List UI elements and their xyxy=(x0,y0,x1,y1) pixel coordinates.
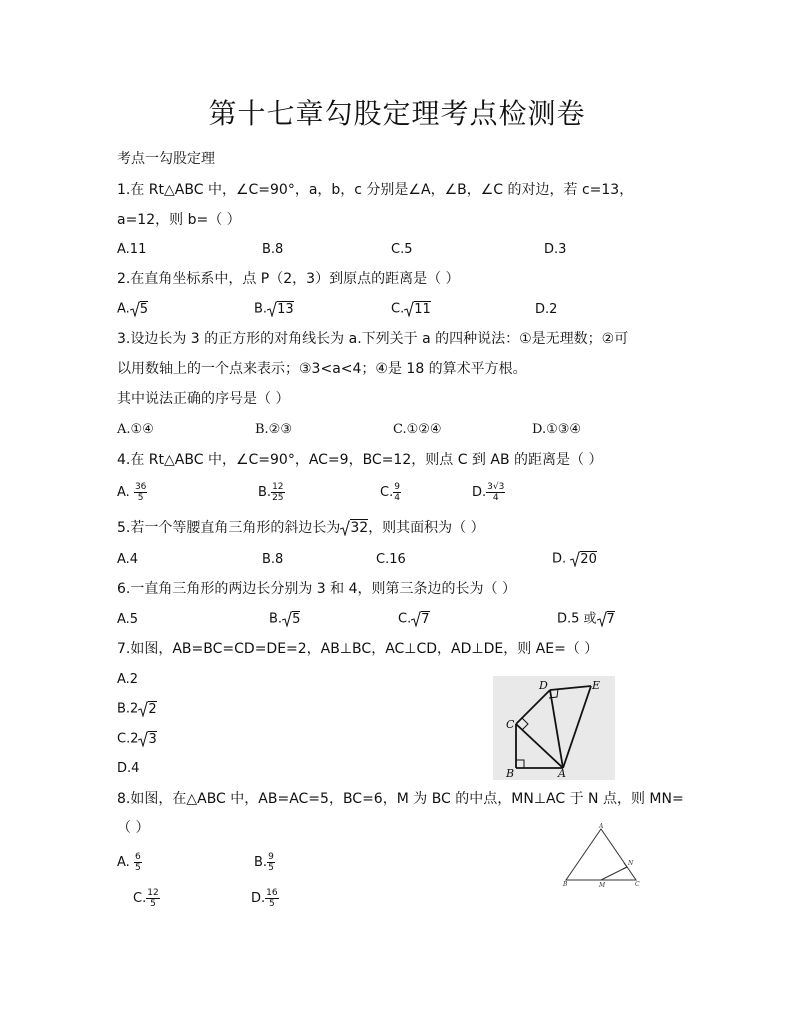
q3-option-c: C.①②④ xyxy=(393,422,442,437)
page-title: 第十七章勾股定理考点检测卷 xyxy=(208,97,586,130)
q5-option-d-prefix: D. xyxy=(552,551,567,567)
q8-option-d-prefix: D. xyxy=(251,891,266,906)
q6-option-d-radicand: 7 xyxy=(606,611,615,627)
numerator: 9 xyxy=(394,482,400,492)
q6-option-b-prefix: B. xyxy=(269,611,283,627)
question-4: 4.在 Rt△ABC 中，∠C=90°，AC=9，BC=12，则点 C 到 AB 的距离是（ ） xyxy=(117,452,603,468)
sqrt-symbol-icon xyxy=(404,300,414,318)
q6-option-c xyxy=(398,610,430,629)
q2-option-a-prefix: A. xyxy=(117,301,130,317)
figure-label-a: A xyxy=(558,767,566,780)
q7-figure xyxy=(493,676,615,780)
figure-label-d: D xyxy=(539,679,548,692)
q7-option-b xyxy=(117,700,157,719)
figure-label-c: C xyxy=(635,881,640,888)
q2-option-a xyxy=(117,300,148,319)
q3-option-b: B.②③ xyxy=(255,422,292,437)
q8-option-b xyxy=(254,852,275,873)
q4-option-d xyxy=(472,482,505,503)
q6-option-d xyxy=(557,610,615,629)
q8-option-c xyxy=(133,888,160,909)
sqrt-symbol-icon xyxy=(282,610,292,628)
q8-option-b-fraction xyxy=(267,852,275,873)
q4-option-d-fraction xyxy=(486,482,505,503)
q4-option-a-fraction xyxy=(134,482,147,503)
q6-option-c-radicand: 7 xyxy=(421,611,430,627)
question-3-line-1: 3.设边长为 3 的正方形的对角线长为 a.下列关于 a 的四种说法：①是无理数；②可 xyxy=(117,331,629,347)
numerator: 36 xyxy=(134,482,147,492)
denominator: 5 xyxy=(269,899,275,909)
question-5 xyxy=(117,519,485,537)
q1-option-a: A.11 xyxy=(117,242,147,257)
q4-option-c xyxy=(380,482,401,503)
q8-option-b-prefix: B. xyxy=(254,855,268,870)
sqrt-symbol-icon xyxy=(597,610,607,628)
figure-label-b: B xyxy=(563,881,568,888)
sqrt-symbol-icon xyxy=(411,610,421,628)
denominator: 5 xyxy=(134,863,141,873)
q1-option-c: C.5 xyxy=(391,242,413,257)
denominator: 25 xyxy=(272,493,284,503)
q8-option-c-fraction xyxy=(146,888,159,909)
numerator: 12 xyxy=(272,482,284,492)
q4-option-b-prefix: B. xyxy=(258,485,272,500)
question-1-line-1: 1.在 Rt△ABC 中，∠C=90°，a，b，c 分别是∠A，∠B，∠C 的对边，若 c=13， xyxy=(117,182,634,198)
q8-option-a xyxy=(117,852,142,873)
sqrt-symbol-icon xyxy=(138,730,148,748)
question-7: 7.如图，AB=BC=CD=DE=2，AB⊥BC，AC⊥CD，AD⊥DE，则 AE=（ ） xyxy=(117,641,599,657)
question-3-line-2: 以用数轴上的一个点来表示；③3<a<4；④是 18 的算术平方根。 xyxy=(117,361,527,377)
q6-option-b xyxy=(269,610,300,629)
q6-option-b-radicand: 5 xyxy=(292,611,301,627)
q2-option-c-prefix: C. xyxy=(391,301,405,317)
q6-option-a: A.5 xyxy=(117,612,139,627)
question-6: 6.一直角三角形的两边长分别为 3 和 4，则第三条边的长为（ ） xyxy=(117,581,516,597)
sqrt-symbol-icon xyxy=(340,519,350,537)
figure-label-c: C xyxy=(506,718,515,731)
q5-option-a: A.4 xyxy=(117,552,139,567)
q2-option-c-radicand: 11 xyxy=(414,301,431,317)
q8-option-d-fraction xyxy=(265,888,278,909)
q5-option-d-radicand: 20 xyxy=(580,551,597,567)
q2-option-c xyxy=(391,300,431,319)
q7-option-b-prefix: B.2 xyxy=(117,701,139,717)
q8-figure xyxy=(562,823,640,889)
question-8-line-2: （ ） xyxy=(117,820,150,836)
q4-option-b xyxy=(258,482,285,503)
sqrt-symbol-icon xyxy=(570,550,580,568)
figure-label-e: E xyxy=(592,679,601,692)
denominator: 5 xyxy=(150,899,156,909)
question-3-line-3: 其中说法正确的序号是（ ） xyxy=(117,391,290,407)
q5-option-b: B.8 xyxy=(262,552,284,567)
figure-label-m: M xyxy=(599,882,606,889)
denominator: 5 xyxy=(137,493,144,503)
question-2: 2.在直角坐标系中，点 P（2，3）到原点的距离是（ ） xyxy=(117,271,460,287)
q4-option-a xyxy=(117,482,147,503)
q8-option-a-fraction xyxy=(134,852,142,873)
q4-option-a-prefix: A. xyxy=(117,485,130,500)
figure-label-a: A xyxy=(599,823,604,830)
q7-option-c xyxy=(117,730,157,749)
section-heading: 考点一勾股定理 xyxy=(117,151,215,167)
q5-option-c: C.16 xyxy=(376,552,406,567)
q8-option-d xyxy=(251,888,279,909)
q5-option-d xyxy=(552,550,597,569)
denominator: 4 xyxy=(394,493,400,503)
sqrt-symbol-icon xyxy=(130,300,140,318)
numerator: 3√3 xyxy=(487,482,505,492)
q3-option-d: D.①③④ xyxy=(532,422,582,437)
question-5-text-end: ，则其面积为（ ） xyxy=(368,520,485,536)
q7-option-b-radicand: 2 xyxy=(148,701,157,717)
q4-option-d-prefix: D. xyxy=(472,485,487,500)
sqrt-symbol-icon xyxy=(267,300,277,318)
q7-option-a: A.2 xyxy=(117,672,139,687)
q4-option-b-fraction xyxy=(271,482,284,503)
figure-label-b: B xyxy=(506,767,515,780)
q2-option-b-radicand: 13 xyxy=(277,301,294,317)
q6-option-c-prefix: C. xyxy=(398,611,412,627)
figure-label-n: N xyxy=(628,860,634,867)
q4-option-c-prefix: C. xyxy=(380,485,394,500)
q4-option-c-fraction xyxy=(393,482,401,503)
question-1-line-2: a=12，则 b=（ ） xyxy=(117,212,241,228)
denominator: 4 xyxy=(492,493,499,503)
numerator: 6 xyxy=(134,852,141,862)
q7-option-c-radicand: 3 xyxy=(148,731,157,747)
denominator: 5 xyxy=(268,863,274,873)
q1-option-d: D.3 xyxy=(544,242,567,257)
q1-option-b: B.8 xyxy=(262,242,284,257)
q2-option-b-prefix: B. xyxy=(254,301,268,317)
question-8-line-1: 8.如图，在△ABC 中，AB=AC=5，BC=6，M 为 BC 的中点，MN⊥AC 于 N 点，则 MN= xyxy=(117,791,684,807)
numerator: 12 xyxy=(147,888,159,898)
q7-option-c-prefix: C.2 xyxy=(117,731,139,747)
q2-option-a-radicand: 5 xyxy=(139,301,149,317)
q8-option-c-prefix: C. xyxy=(133,891,147,906)
numerator: 9 xyxy=(268,852,274,862)
question-5-radicand: 32 xyxy=(350,520,369,536)
sqrt-symbol-icon xyxy=(138,700,148,718)
q3-option-a: A.①④ xyxy=(117,422,154,437)
q8-option-a-prefix: A. xyxy=(117,855,130,870)
q2-option-d: D.2 xyxy=(535,302,558,317)
q7-option-d: D.4 xyxy=(117,761,140,776)
q2-option-b xyxy=(254,300,294,319)
numerator: 16 xyxy=(266,888,278,898)
question-5-text: 5.若一个等腰直角三角形的斜边长为 xyxy=(117,520,341,536)
q6-option-d-prefix: D.5 或 xyxy=(557,611,597,627)
